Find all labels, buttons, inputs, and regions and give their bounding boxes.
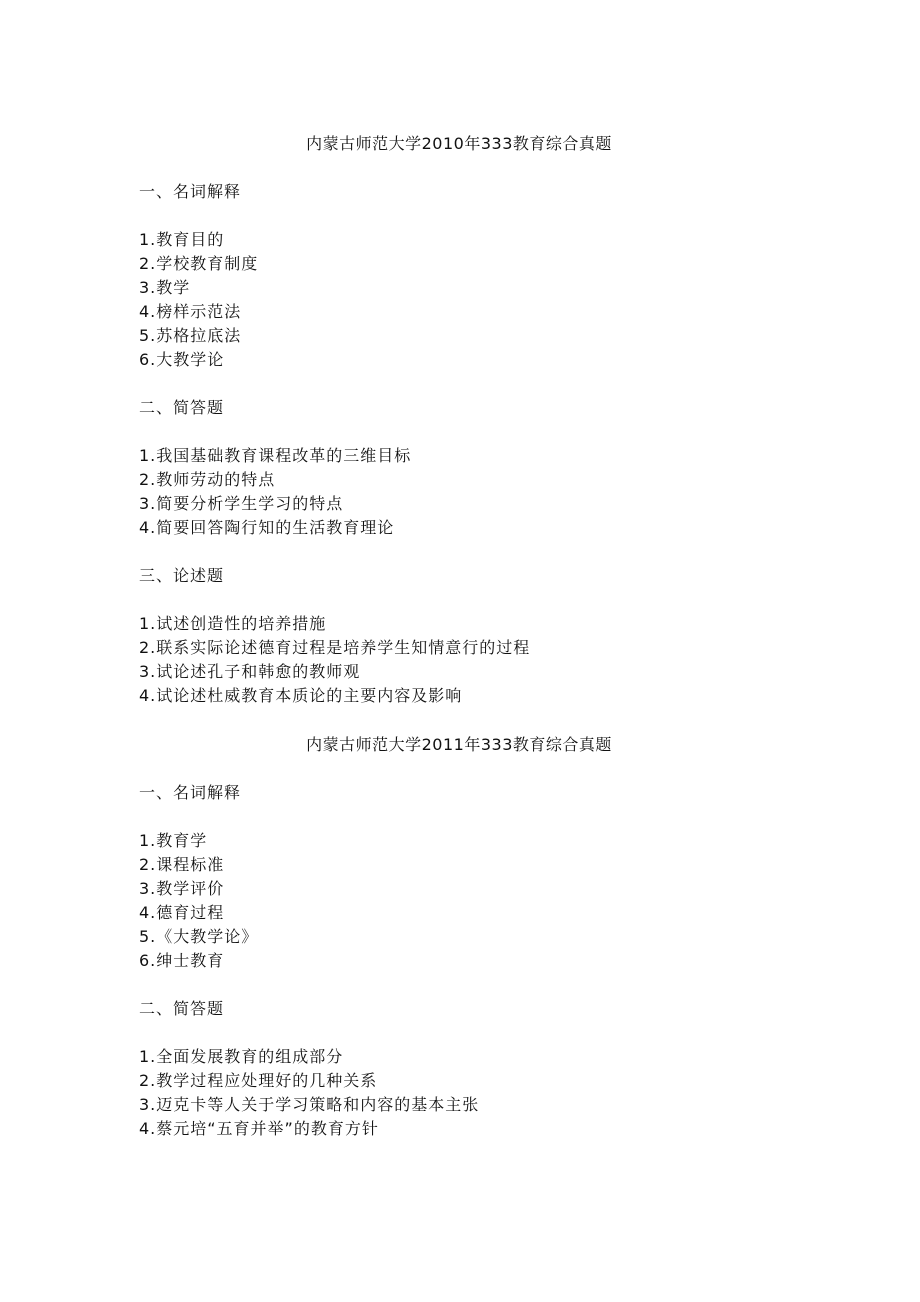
list-item: 3.教学评价 [139,879,225,898]
list-item: 1.教育目的 [139,230,225,249]
essay-list [139,612,779,708]
list-item: 4.榜样示范法 [139,302,242,321]
list-item: 5.《大教学论》 [139,927,259,946]
section-heading-terms: 一、名词解释 [139,783,242,802]
list-item: 4.蔡元培“五育并举”的教育方针 [139,1119,379,1138]
exam-2010 [139,132,779,708]
list-item: 1.教育学 [139,831,208,850]
section-heading-short-answer: 二、简答题 [139,398,225,417]
short-answer-list [139,444,779,540]
terms-list [139,228,779,372]
list-item: 4.试论述杜威教育本质论的主要内容及影响 [139,686,463,705]
list-item: 3.教学 [139,278,191,297]
list-item: 2.教学过程应处理好的几种关系 [139,1071,378,1090]
section-heading-short-answer: 二、简答题 [139,999,225,1018]
list-item: 5.苏格拉底法 [139,326,242,345]
short-answer-list [139,1045,779,1141]
terms-list [139,829,779,973]
list-item: 4.简要回答陶行知的生活教育理论 [139,518,395,537]
list-item: 3.简要分析学生学习的特点 [139,494,344,513]
list-item: 1.全面发展教育的组成部分 [139,1047,344,1066]
list-item: 6.大教学论 [139,350,225,369]
list-item: 2.课程标准 [139,855,225,874]
exam-title: 内蒙古师范大学2011年333教育综合真题 [306,735,612,754]
list-item: 2.教师劳动的特点 [139,470,276,489]
list-item: 3.迈克卡等人关于学习策略和内容的基本主张 [139,1095,480,1114]
list-item: 1.我国基础教育课程改革的三维目标 [139,446,412,465]
exam-title: 内蒙古师范大学2010年333教育综合真题 [306,134,612,153]
list-item: 2.联系实际论述德育过程是培养学生知情意行的过程 [139,638,531,657]
list-item: 6.绅士教育 [139,951,225,970]
list-item: 2.学校教育制度 [139,254,259,273]
list-item: 4.德育过程 [139,903,225,922]
list-item: 1.试述创造性的培养措施 [139,614,327,633]
section-heading-terms: 一、名词解释 [139,182,242,201]
exam-2011 [139,733,779,1141]
list-item: 3.试论述孔子和韩愈的教师观 [139,662,361,681]
section-heading-essay: 三、论述题 [139,566,225,585]
